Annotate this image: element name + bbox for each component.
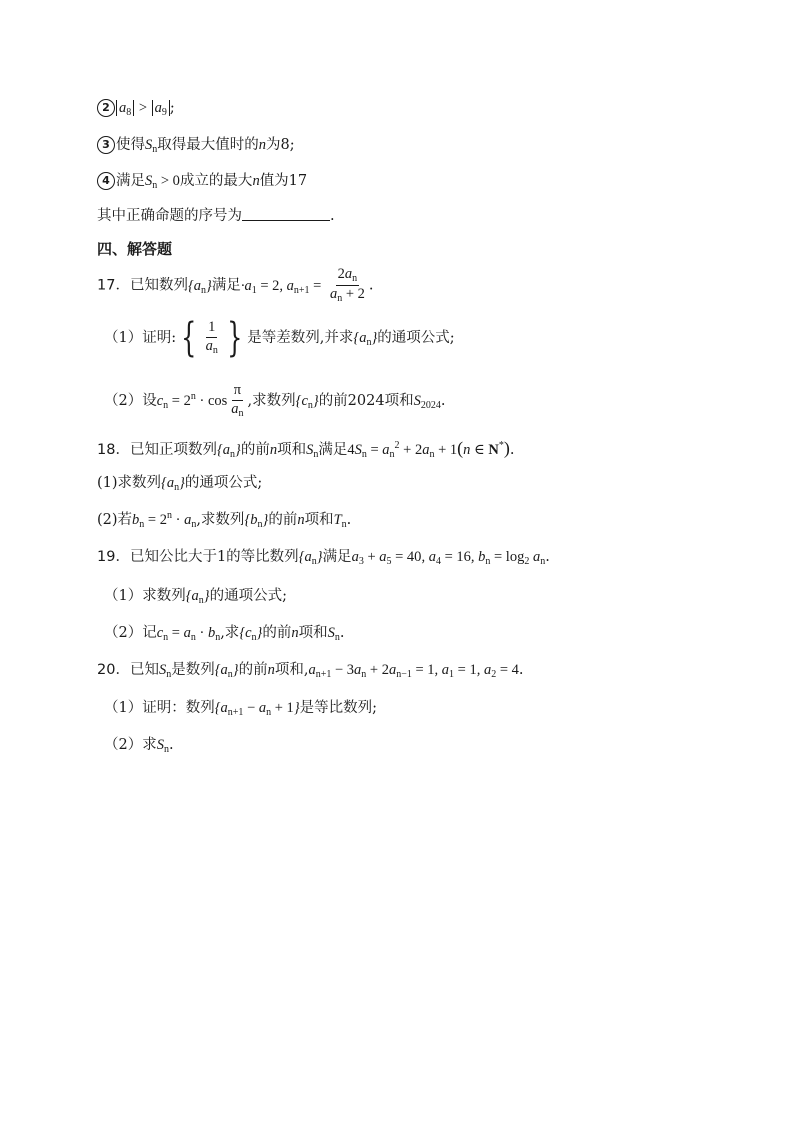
formula-abs-a9: $a_9$ — [152, 100, 170, 116]
item-4-marker: 4 — [97, 172, 115, 190]
q20-stem: 20．已知$S_n$是数列$\{a_n\}$的前n项和$,a_{n+1} - 3a_n + 2a_{n-1} = 1$, $a_1 = 1$, $a_2 = 4$. — [97, 662, 524, 680]
formula-cn: $c_n = 2^n \cdot \cos$ — [156, 390, 228, 411]
q19-part2: （2）记$c_n = a_n \cdot b_n$,求$\{c_n\}$的前n项和$S_n$. — [104, 625, 345, 643]
formula-Sn: $S_n$ — [145, 137, 158, 155]
formula-bn: $b_n = 2^n \cdot a_n$ — [132, 510, 197, 530]
q20-part2: （2）求$S_n$. — [104, 737, 174, 755]
q20-part1: （1）证明：数列$\{a_{n+1} - a_n + 1\}$是等比数列; — [104, 700, 378, 718]
q19-part1: （1）求数列$\{a_n\}$的通项公式; — [104, 588, 287, 606]
item-3: 3 使得$S_n$取得最大值时的n为8; — [97, 136, 295, 157]
q19-stem: 19．已知公比大于1的等比数列$\{a_n\}$满足$a_3 + a_5 = 40$, $a_4 = 16$, $b_n = \log_2 a_n$. — [97, 549, 550, 567]
formula-Sn-gt-0: $S_n > 0$ — [145, 173, 180, 191]
formula-reciprocal-an: $\frac{1}{a_n}$ — [205, 319, 218, 356]
formula-q19-conditions: $a_3 + a_5 = 40$, $a_4 = 16$, $b_n = \log_2 a_n$ — [351, 549, 546, 567]
q18-part1: (1)求数列$\{a_n\}$的通项公式; — [97, 475, 263, 493]
item-2-marker: 2 — [97, 99, 115, 117]
blank-prompt: 其中正确命题的序号为 . — [97, 208, 335, 224]
q17-part2: （2）设$c_n = 2^n \cdot \cos$ $\frac{\pi}{a_n}$ ,求数列$\{c_n\}$的前2024项和$S_{2024}$. — [104, 382, 446, 419]
item-4: 4 满足$S_n > 0$成立的最大n值为17 — [97, 172, 307, 193]
item-2: 2 $a_8 > a_9$ ; — [97, 99, 175, 120]
formula-cn-product: $c_n = a_n \cdot b_n$ — [156, 625, 221, 643]
q18-part2: (2)若$b_n = 2^n \cdot a_n$,求数列$\{b_n\}$的前n项和$T_n$. — [97, 510, 352, 530]
formula-4Sn: $4S_n = a_n^2 + 2a_n + 1(n$ ∈ N*) — [347, 438, 510, 460]
q18-stem: 18．已知正项数列$\{a_n\}$的前n项和$S_n$满足$4S_n = a_n^2 + 2a_n + 1(n$ ∈ N*). — [97, 438, 515, 460]
section-title: 四、解答题 — [97, 240, 173, 258]
q17-stem: 17．已知数列$\{a_n\}$满足$\cdot a_1 = 2$, $a_{n+1}$ = $\frac{2a_n}{a_n + 2}$ . — [97, 266, 374, 304]
formula-q20-recurrence: $a_{n+1} - 3a_n + 2a_{n-1} = 1$, $a_1 = 1$, $a_2 = 4$ — [308, 662, 519, 680]
formula-recurrence-fraction: $\frac{2a_n}{a_n + 2}$ — [329, 266, 365, 304]
q17-part1: （1）证明: { $\frac{1}{a_n}$ } 是等差数列,并求$\{a_n\}$的通项公式; — [104, 314, 455, 361]
answer-blank[interactable] — [242, 208, 330, 221]
formula-abs-a8: $a_8$ — [116, 100, 134, 116]
item-3-marker: 3 — [97, 136, 115, 154]
